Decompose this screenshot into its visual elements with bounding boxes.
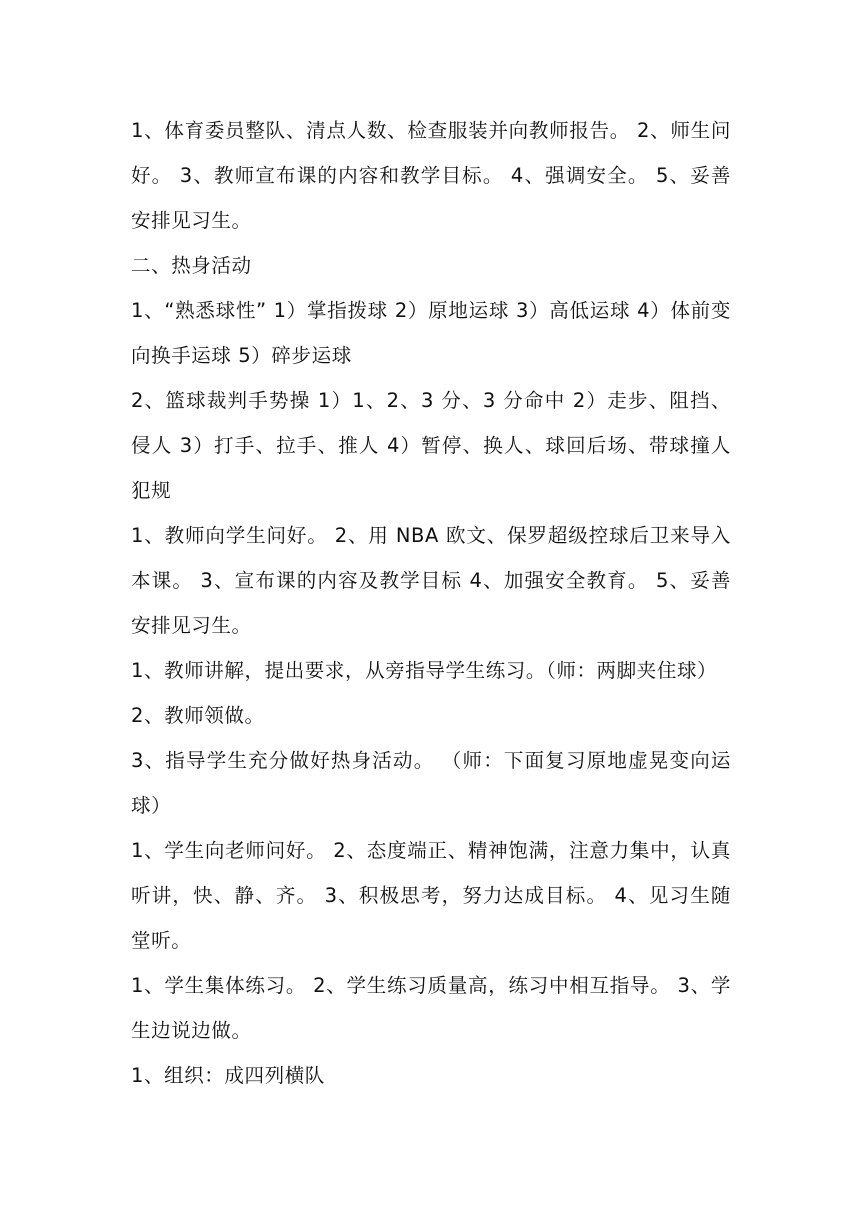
paragraph-organization: 1、组织：成四列横队 <box>131 1064 325 1087</box>
paragraph-ball-familiarity: 1、“熟悉球性” 1）掌指拨球 2）原地运球 3）高低运球 4）体前变向换手运球 5）碎步运球 <box>131 299 731 367</box>
paragraph-guide-warmup: 3、指导学生充分做好热身活动。 （师：下面复习原地虚晃变向运球） <box>131 749 731 817</box>
document-page <box>131 108 731 1098</box>
paragraph-referee-signals: 2、篮球裁判手势操 1）1、2、3 分、3 分命中 2）走步、阻挡、侵人 3）打手、拉手、推人 4）暂停、换人、球回后场、带球撞人犯规 <box>131 389 731 502</box>
paragraph-teacher-leads: 2、教师领做。 <box>131 704 265 727</box>
paragraph-teacher-intro: 1、教师向学生问好。 2、用 NBA 欧文、保罗超级控球后卫来导入本课。 3、宣布课的内容及教学目标 4、加强安全教育。 5、妥善安排见习生。 <box>131 524 731 637</box>
paragraph-opening-routine: 1、体育委员整队、清点人数、检查服装并向教师报告。 2、师生问好。 3、教师宣布课的内容和教学目标。 4、强调安全。 5、妥善安排见习生。 <box>131 119 731 232</box>
paragraph-student-greeting: 1、学生向老师问好。 2、态度端正、精神饱满，注意力集中，认真听讲，快、静、齐。 3、积极思考，努力达成目标。 4、见习生随堂听。 <box>131 839 731 952</box>
paragraph-student-practice: 1、学生集体练习。 2、学生练习质量高，练习中相互指导。 3、学生边说边做。 <box>131 974 731 1042</box>
paragraph-teacher-explains: 1、教师讲解，提出要求，从旁指导学生练习。（师：两脚夹住球） <box>131 659 718 682</box>
section-heading-warmup: 二、热身活动 <box>131 254 252 277</box>
